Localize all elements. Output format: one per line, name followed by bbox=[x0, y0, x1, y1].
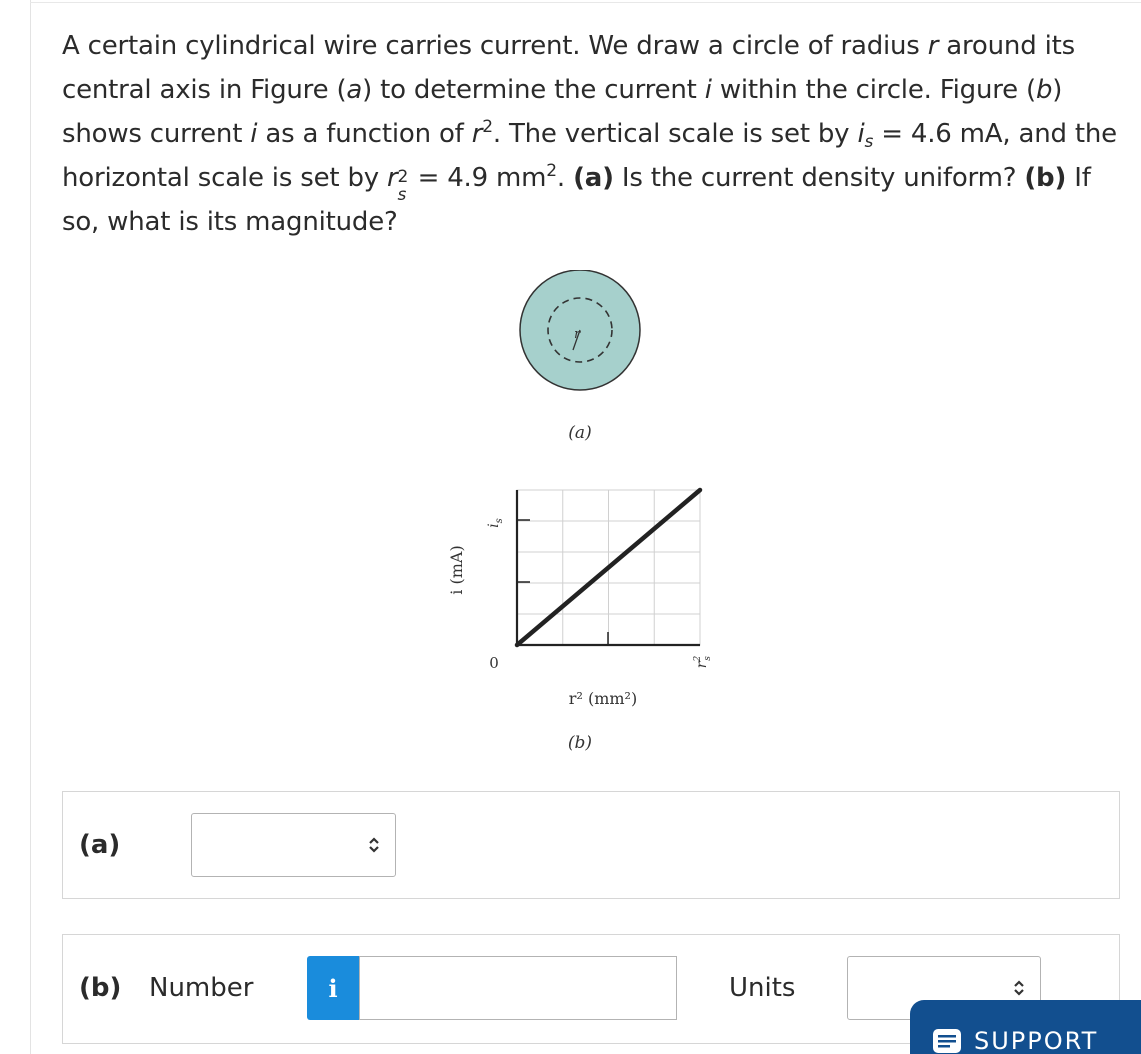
y-axis-label: i (mA) bbox=[447, 545, 466, 595]
x-tick-label-rs: $r^2s$ bbox=[693, 655, 713, 669]
graph-b bbox=[447, 490, 713, 753]
support-button[interactable] bbox=[910, 1000, 1141, 1054]
radius-label: r bbox=[574, 327, 581, 342]
answer-a-row bbox=[62, 791, 1120, 899]
answer-a-select[interactable] bbox=[191, 813, 396, 877]
menu-lines-icon bbox=[932, 1028, 962, 1054]
info-button[interactable] bbox=[307, 956, 359, 1020]
chevron-updown-icon bbox=[367, 836, 381, 854]
y-tick-label-is: $i_s$ bbox=[486, 518, 505, 528]
units-label: Units bbox=[729, 973, 796, 1003]
caption-a: (a) bbox=[568, 423, 592, 443]
number-label: Number bbox=[149, 973, 254, 1003]
info-icon: i bbox=[328, 973, 338, 1003]
number-input[interactable] bbox=[359, 956, 677, 1020]
answer-a-label: (a) bbox=[79, 830, 121, 860]
chevron-updown-icon bbox=[1012, 979, 1026, 997]
top-border bbox=[30, 2, 1141, 3]
answer-b-label: (b) bbox=[79, 973, 122, 1003]
left-border bbox=[30, 0, 31, 1054]
x-tick-label-zero: 0 bbox=[489, 654, 499, 672]
question-text: A certain cylindrical wire carries current. We draw a circle of radius r around its central axis in Figure (a) to determine the current i within the circle. Figure (b) shows current i as a function of $r^2$. The vertical scale is set by $i_s = 4.6$ mA, and the horizontal scale is set by r 2 s = 4.9 $mm^2$. (a) Is the current density uniform? (b) If so, what is its magnitude? bbox=[62, 31, 1117, 237]
caption-b: (b) bbox=[567, 733, 593, 753]
x-axis-label: r² (mm²) bbox=[568, 689, 638, 708]
support-label: SUPPORT bbox=[974, 1027, 1099, 1054]
figure bbox=[400, 270, 740, 770]
